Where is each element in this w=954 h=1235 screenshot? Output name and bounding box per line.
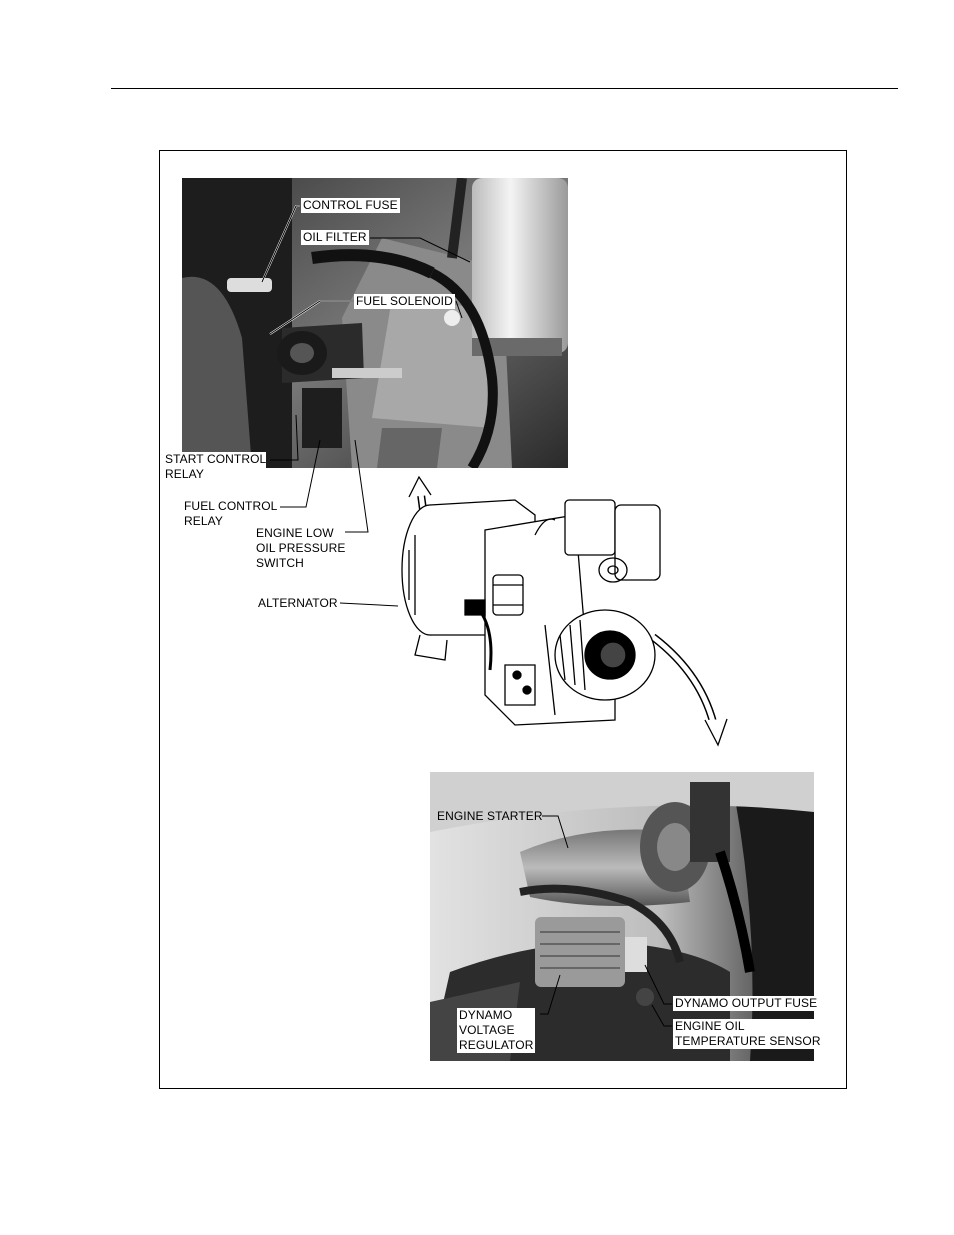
start-control-relay-label: START CONTROL RELAY <box>165 452 267 481</box>
fuel-control-relay-label: FUEL CONTROL RELAY <box>184 499 278 528</box>
alternator-label: ALTERNATOR <box>258 596 338 610</box>
oil-filter-label: OIL FILTER <box>303 230 367 244</box>
engine-low-oil-pressure-switch-label: ENGINE LOW OIL PRESSURE SWITCH <box>256 526 346 570</box>
header-rule <box>111 88 898 89</box>
engine-line-drawing <box>385 475 745 750</box>
top-component-photo <box>182 178 568 468</box>
dynamo-output-fuse-label: DYNAMO OUTPUT FUSE <box>675 996 818 1010</box>
engine-oil-temperature-sensor-label: ENGINE OIL TEMPERATURE SENSOR <box>675 1019 821 1048</box>
fuel-solenoid-label: FUEL SOLENOID <box>356 294 453 308</box>
control-fuse-label: CONTROL FUSE <box>303 198 398 212</box>
engine-starter-label: ENGINE STARTER <box>437 809 543 823</box>
dynamo-voltage-regulator-label: DYNAMO VOLTAGE REGULATOR <box>459 1008 534 1052</box>
